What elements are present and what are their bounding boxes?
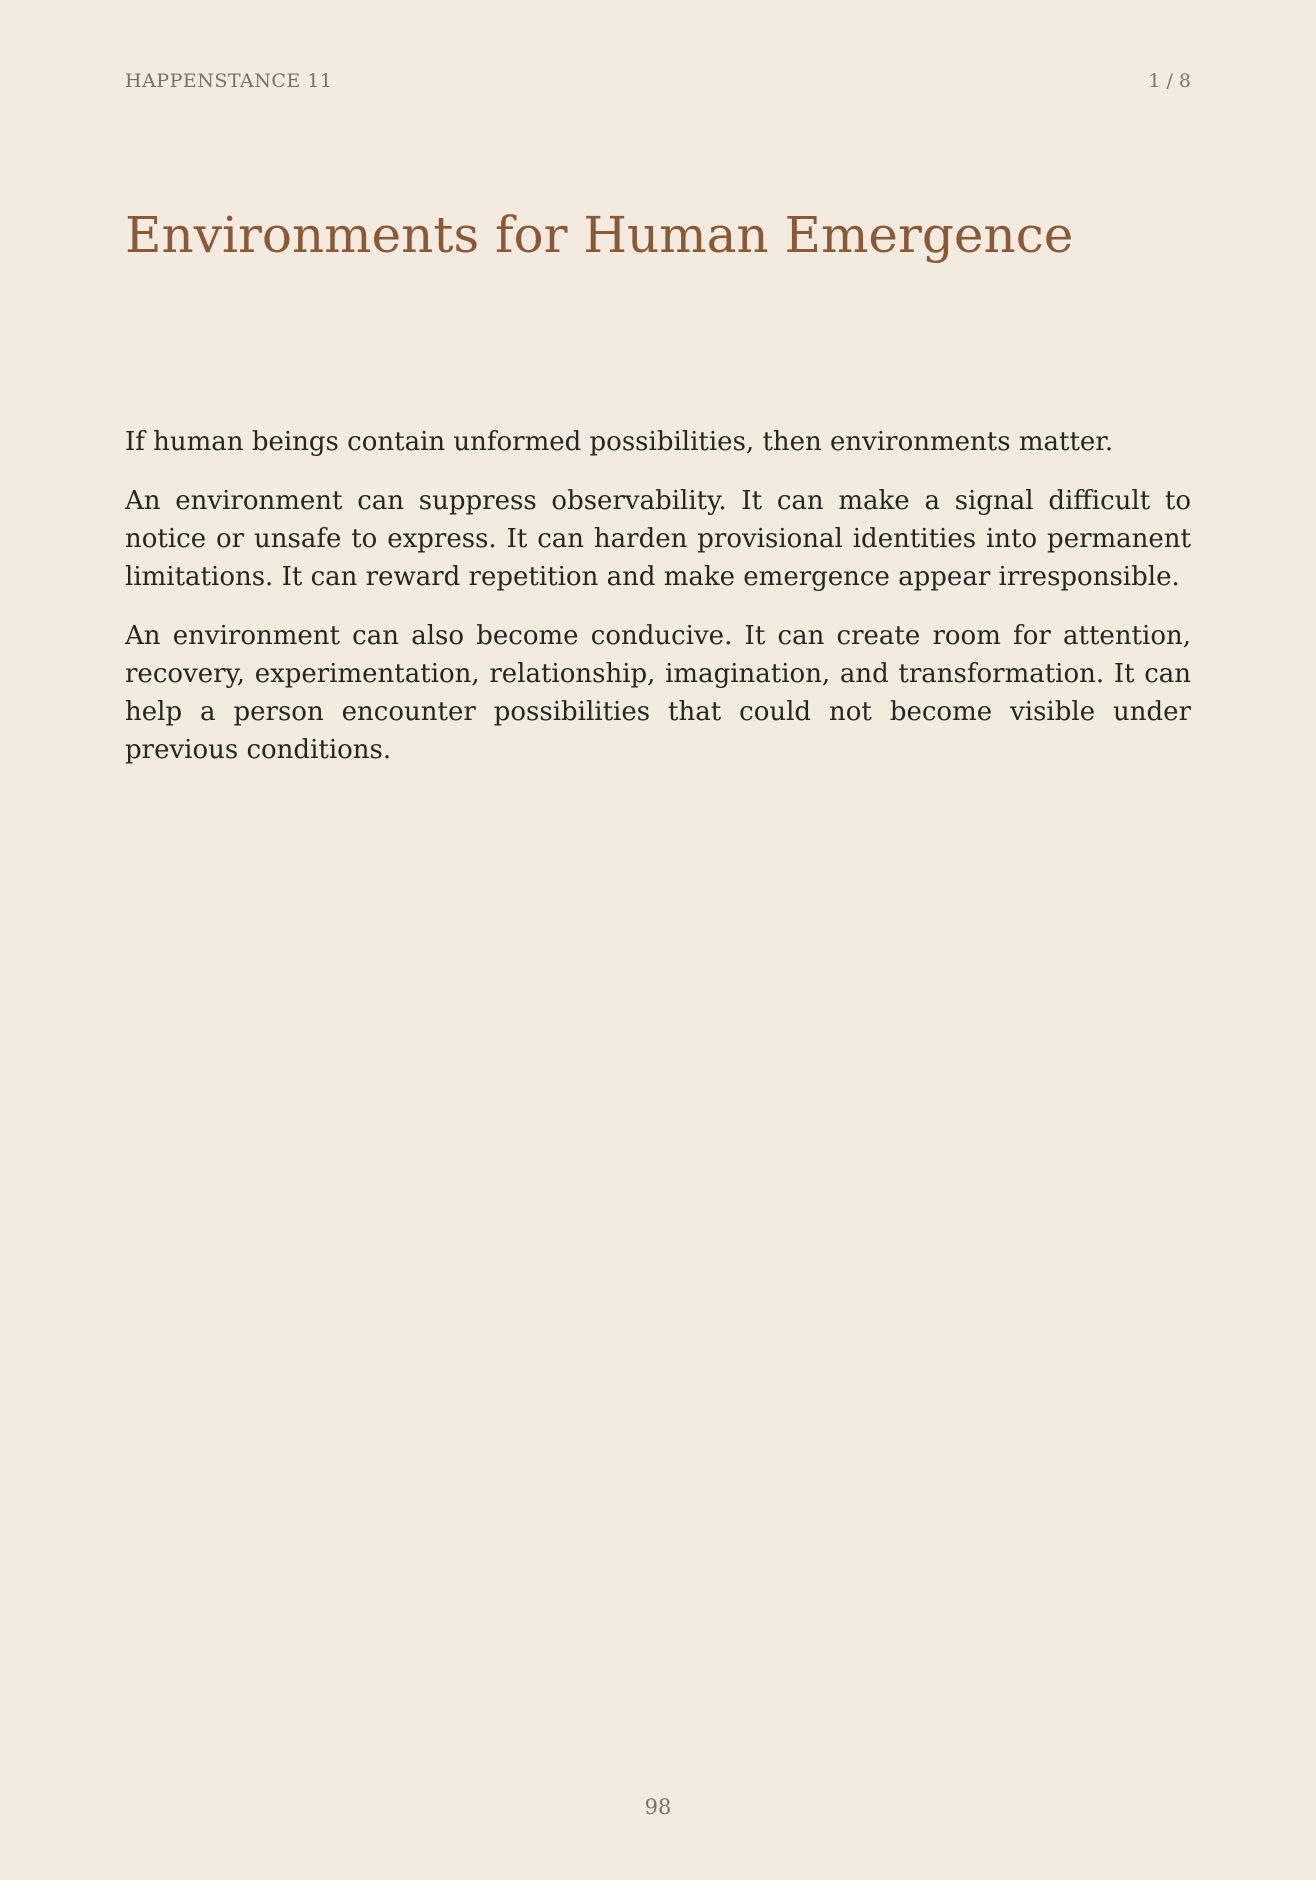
page-number: 98 <box>644 1795 672 1819</box>
running-head: HAPPENSTANCE 11 <box>125 70 333 92</box>
paragraph-2: An environment can suppress observability. It can make a signal difficult to notice or unsafe to express. It can harden provisional identities into permanent limitations. It can reward repetition and make emergence appear irresponsible. <box>125 486 1191 592</box>
page-title: Environments for Human Emergence <box>125 206 1074 264</box>
paragraph-1: If human beings contain unformed possibilities, then environments matter. <box>125 427 1114 457</box>
paragraph-3: An environment can also become conducive. It can create room for attention, recovery, experimentation, relationship, imagination, and transformation. It can help a person encounter possibilities that could not become visible under previous conditions. <box>125 621 1191 765</box>
article-body <box>125 423 1191 790</box>
page-counter: 1 / 8 <box>1148 70 1191 92</box>
